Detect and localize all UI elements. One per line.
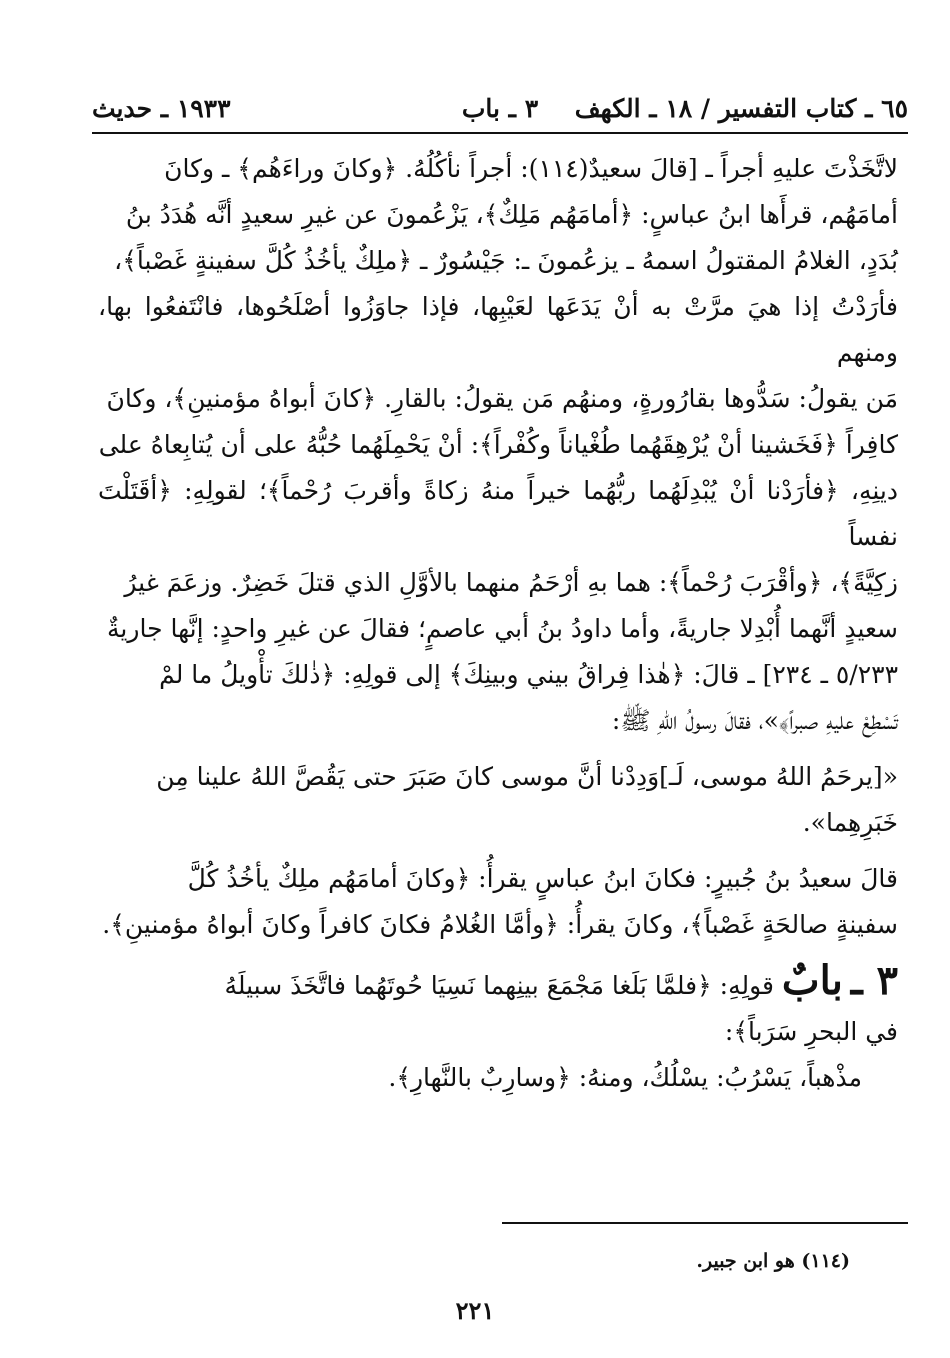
running-header	[92, 86, 908, 130]
text-line: مذْهباً، يَسْرُبُ: يسْلُكُ، ومنهُ: ﴿وسارِبٌ بالنَّهارِ﴾.	[388, 1063, 862, 1092]
bab-word: بابٌ	[781, 957, 843, 1004]
text-line: في البحرِ سَرَباً﴾:	[724, 1017, 898, 1046]
text-line: قالَ سعيدُ بنُ جُبيرٍ: فكانَ ابنُ عباسٍ يقرأُ: ﴿وكانَ أمامَهُم ملِكٌ يأخُذُ كُلَّ	[187, 864, 898, 893]
text-line: سفينةٍ صالحَةٍ غَصْباً﴾، وكانَ يقرأُ: ﴿وأمَّا الغُلامُ فكانَ كافراً وكانَ أبواهُ مؤمنينِ﴾.	[102, 910, 898, 939]
text-line: دينِهِ، ﴿فأرَدْنا أنْ يُبْدِلَهُما ربُّهُما خيراً منهُ زكاةً وأقربَ رُحْماً﴾؛ لقولِهِ: ﴿أقَتَلْتَ نفساً	[98, 476, 898, 551]
header-section: ٣ ـ باب	[461, 93, 539, 123]
text-line: تَسْطِعْ عليهِ صبراً﴾»، فقالَ رسولُ اللهِ ﷺ:	[611, 706, 898, 735]
text-line: لاتَّخَذْتَ عليهِ أجراً ـ [قالَ سعيدٌ(١١٤): أجراً نأكُلُهُ. ﴿وكانَ وراءَهُم﴾ ـ وكانَ	[164, 154, 898, 183]
text-line: زكِيَّةً﴾، ﴿وأقْرَبَ رُحْماً﴾: هما بهِ أرْحَمُ منهما بالأوَّلِ الذي قتلَ خَضِرٌ. وزعَمَ غيرُ	[124, 568, 898, 597]
bab-title: قولِهِ: ﴿فلمَّا بَلَغا مَجْمَعَ بينِهما نَسِيَا حُوتَهُما فاتَّخَذَ سبيلَهُ	[224, 971, 774, 1000]
text-line: ٥/٢٣٣ ـ ٢٣٤] ـ قالَ: ﴿هٰذا فِراقُ بيني وبينِكَ﴾ إلى قولِهِ: ﴿ذٰلكَ تأْويلُ ما لمْ	[159, 660, 898, 689]
text-line: «[يرحَمُ اللهُ موسى، لَـ]وَدِدْنا أنَّ موسى كانَ صَبَرَ حتى يَقُصَّ اللهُ علينا مِن	[156, 762, 898, 791]
text-line: فأرَدْتُ إذا هيَ مرَّتْ به أنْ يَدَعَها لعَيْبِها، فإذا جاوَزُوا أصْلَحُوها، فانْتَفعُوا بها، ومنهم	[98, 292, 898, 367]
paragraph-1	[98, 146, 898, 744]
text-line: كافِراً ﴿فَخَشينا أنْ يُرْهِقَهُما طُغْياناً وكُفْراً﴾: أنْ يَحْمِلَهُما حُبُّهُ على أن يُتابِعاهُ على	[98, 430, 898, 459]
text-line: مَن يقولُ: سَدُّوها بقارُورةٍ، ومنهُم مَن يقولُ: بالقارِ. ﴿كانَ أبواهُ مؤمنينِ﴾، وكانَ	[106, 384, 898, 413]
main-text	[98, 146, 898, 1101]
paragraph-3	[98, 856, 898, 948]
bab-heading-line	[98, 958, 898, 1009]
text-line: بُدَدٍ، الغلامُ المقتولُ اسمهُ ـ يزعُمونَ ـ: جَيْسُورٌ ـ ﴿ملِكٌ يأخُذُ كُلَّ سفينةٍ غَصْباً﴾،	[114, 246, 898, 275]
page-number: ٢٢١	[455, 1296, 495, 1325]
header-book-chapter: ٦٥ ـ كتاب التفسير / ١٨ ـ الكهف	[574, 93, 908, 123]
text-line: أمامَهُم، قرأَها ابنُ عباسٍ: ﴿أمامَهُم مَلِكٌ﴾، يَزْعُمونَ عن غيرِ سعيدٍ أنَّه هُدَدُ بنُ	[125, 200, 898, 229]
paragraph-2	[98, 754, 898, 846]
header-divider	[92, 132, 908, 134]
bab-number: ٣ ـ	[850, 957, 898, 1004]
footnote: (١١٤) هو ابن جبير.	[696, 1250, 850, 1272]
bab-section	[98, 958, 898, 1101]
text-line: سعيدٍ أنَّهما أُبْدِلا جاريةً، وأما داودُ بنُ أبي عاصمٍ؛ فقالَ عن غيرِ واحدٍ: إنَّها جاريةٌ	[107, 614, 898, 643]
footnote-divider	[502, 1222, 908, 1224]
header-hadith-number: ١٩٣٣ ـ حديث	[92, 93, 231, 123]
text-line: خَبَرِهِما».	[802, 808, 898, 837]
